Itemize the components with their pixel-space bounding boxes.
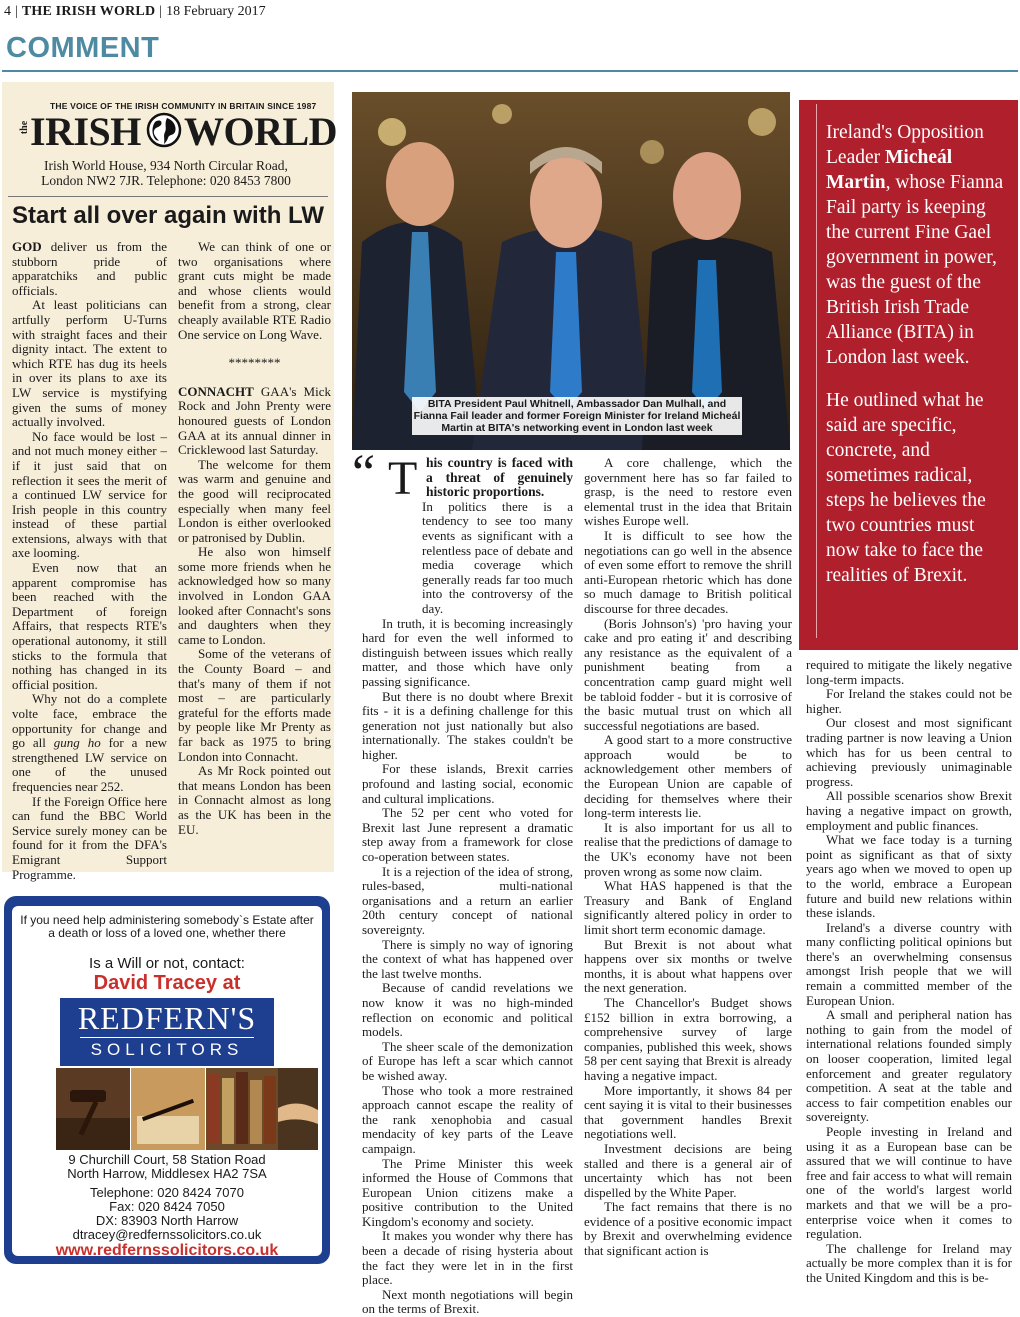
issue-date: 18 February 2017 (166, 4, 266, 19)
gavel-photo (56, 1068, 130, 1150)
drop-cap: T (388, 452, 418, 505)
handshake-photo (278, 1068, 318, 1150)
paragraph: Investment decisions are being stalled and there is a general air of uncertainty which has not been dispelled by the White Paper. (584, 1140, 792, 1200)
advert-intro: If you need help administering somebody`s Estate after a death or loss of a loved one, whether there (20, 913, 314, 940)
paragraph: A good start to a more constructive approach would be to acknowledgement other members of the European Union are capable of deciding for themselves where their long-term interests lie. (584, 732, 792, 821)
paragraph: Because of candid revelations we now know it was no high-minded reflection on economic and political models. (362, 980, 573, 1040)
paragraph: Those who took a more restrained approach cannot escape the reality of the rank xenophobia and casual mendacity of key parts of the Leave campaign. (362, 1082, 573, 1156)
advert-fax: Fax: 020 8424 7050 (109, 1199, 225, 1214)
masthead-logo (18, 108, 338, 154)
paragraph: For these islands, Brexit carries profound and lasting social, economic and cultural implications. (362, 761, 573, 806)
paragraph: CONNACHT GAA's Mick Rock and John Prenty were honoured guests of London GAA at its annual dinner in Cricklewood last Saturday. (178, 383, 331, 458)
paragraph: What we face today is a turning point as significant as that of sixty years ago when we moved to open up to the world, embrace a European future and build new relations within these islands. (806, 832, 1012, 921)
advert-contact (16, 1186, 318, 1242)
pullout-paragraph-1: Ireland's Opposition Leader Micheál Martin, whose Fianna Fail party is keeping the current Fine Gael government in power, was the guest of the British Irish Trade Alliance (BITA) in London last week. (826, 122, 1004, 368)
paragraph: The 52 per cent who voted for Brexit last June represent a dramatic step away from a framework for close co-operation between states. (362, 805, 573, 865)
pen-photo (131, 1068, 205, 1150)
paragraph: The sheer scale of the demonization of Europe has left a scar which cannot be wished away. (362, 1038, 573, 1083)
paragraph: The welcome for them was warm and genuine and the good will reciprocated especially when many feel London is either overlooked or patronised by Dublin. (178, 456, 331, 545)
pullout-paragraph-2: He outlined what he said are specific, concrete, and sometimes radical, steps he believes the two countries must now take to face the realities of Brexit. (826, 390, 986, 586)
paragraph: He also won himself some more friends when he acknowledged how so many involved in London GAA looked after Connacht's sons and daughters when they came to London. (178, 544, 331, 647)
editorial-address: Irish World House, 934 North Circular Road, London NW2 7JR. Telephone: 020 8453 7800 (41, 158, 291, 188)
paragraph: Ireland's a diverse country with many conflicting political opinions but there's an overwhelming consensus amongst Irish people that we will remain a committed member of the European Union. (806, 919, 1012, 1008)
paragraph: The challenge for Ireland may actually be more complex than it is for the United Kingdom and this is be- (806, 1240, 1012, 1285)
paragraph: More importantly, it shows 84 per cent saying it is vital to their businesses that government handles Brexit negotiations well. (584, 1082, 792, 1142)
paragraph: Even now that an apparent compromise has been reached with the Department of foreign Affairs, that respects RTE's operational autonomy, it still sticks to the formula that nothing has changed in its official position. (12, 560, 167, 692)
quote-mark-icon: “ (352, 445, 376, 502)
article-column-1 (362, 452, 573, 1317)
paragraph: It is also important for us all to realise that the predictions of damage to the UK's economy have not been proven wrong as some now claim. (584, 819, 792, 879)
advert-ask: Is a Will or not, contact: (89, 955, 245, 972)
editorial-headline: Start all over again with LW (11, 202, 325, 229)
advert-email[interactable]: dtracey@redfernssolicitors.co.uk (72, 1227, 262, 1242)
paragraph: But there is no doubt where Brexit fits - it is a defining challenge for this generation not just nationally but also internationally. The stakes couldn't be higher. (362, 688, 573, 762)
paragraph: A core challenge, which the government here has so far failed to grasp, is the need to restore even elemental trust in the idea that Britain wishes Europe well. (584, 455, 792, 529)
page-header: 4 | THE IRISH WORLD | 18 February 2017 (4, 4, 266, 19)
paper-name: THE IRISH WORLD (21, 4, 156, 19)
section-title: COMMENT (6, 32, 160, 64)
masthead-left: IRISH (30, 109, 141, 154)
paragraph: GOD deliver us from the stubborn pride of apparatchiks and public officials. (12, 239, 167, 298)
masthead-small: the (19, 120, 31, 135)
advert-address: 9 Churchill Court, 58 Station Road North Harrow, Middlesex HA2 7SA (67, 1152, 267, 1181)
paragraph: The Prime Minister this week informed the House of Commons that European Union citizens make a positive contribution to the United Kingdom's economy and society. (362, 1155, 573, 1229)
paragraph: What HAS happened is that the Treasury and Bank of England significantly altered policy in order to limit short term economic damage. (584, 878, 792, 937)
pullout-rule (816, 104, 817, 638)
article-column-2 (584, 456, 792, 1259)
paragraph: For Ireland the stakes could not be higher. (806, 686, 1012, 716)
editorial-column-2 (178, 240, 331, 837)
separator: ******** (228, 355, 281, 371)
masthead-right: WORLD (184, 109, 338, 154)
section-rule (2, 70, 1018, 72)
paragraph: If the Foreign Office here can fund the BBC World Service surely money can be found for it from the DFA's Emigrant Support Programme. (12, 793, 167, 882)
paragraph: In politics there is a tendency to see too many events as significant with a relentless pace of debate and media coverage which generally reads far too much into the controversy of the day. (422, 498, 573, 616)
paragraph: We can think of one or two organisations where grant cuts might be made and whose clients would benefit from a strong, clear cheaply available RTE Radio One service on Long Wave. (178, 239, 331, 342)
paragraph: A small and peripheral nation has nothing to gain from the model of international relations founded simply on looser cooperation, limited legal enforcement and greater regulatory competition. A seat at the table and access to fair competition enables our sovereignty. (806, 1007, 1012, 1125)
paragraph: At least politicians can artfully perform U-Turns with straight faces and their dignity intact. The extent to which RTE has dug its heels in over its plans to axe its LW service is mystifying given the sums of money actually involved. (12, 297, 167, 430)
pullout-text (826, 120, 1011, 606)
paragraph: As Mr Rock pointed out that means London has been in Connacht almost as long as the UK has been in the EU. (178, 763, 331, 837)
editorial-rule (8, 196, 328, 197)
paragraph: There is simply no way of ignoring the context of what has happened over the last twelve months. (362, 936, 573, 981)
photo-caption: BITA President Paul Whitnell, Ambassador Dan Mulhall, and Fianna Fail leader and former Foreign Minister for Ireland Micheál Martin at BITA's networking event in London last week (413, 398, 741, 434)
paragraph: Some of the veterans of the County Board – and that's many of them if not most – are particularly grateful for the efforts made by people like Mr Prenty as far back as 1975 to bring London into Connacht. (178, 646, 331, 764)
article-lead: his country is faced with a threat of genuinely historic proportions. (426, 455, 573, 500)
paragraph: Our closest and most significant trading partner is now leaving a Union which has for us been central to achieving previously unimaginable progress. (806, 715, 1012, 789)
globe-icon (146, 112, 182, 148)
paragraph: All possible scenarios show Brexit having a negative impact on growth, employment and public finances. (806, 788, 1012, 833)
paragraph: People investing in Ireland and using it as a European base can be assured that we will continue to have free and fair access to what will remain one of the world's largest world markets and that we will be a pro-enterprise voice when it comes to regulation. (806, 1124, 1012, 1242)
advert-dx: DX: 83903 North Harrow (95, 1213, 239, 1228)
advert-website-link[interactable]: www.redfernssolicitors.co.uk (55, 1242, 279, 1259)
paragraph: It is difficult to see how the negotiations can go well in the absence of even some effort to remove the shrill anti-European rhetoric which has done so much damage to British political discourse for three decades. (584, 527, 792, 616)
editorial-column-1 (12, 240, 167, 882)
firm-name: REDFERN'S (77, 1000, 257, 1036)
paragraph: Next month negotiations will begin on the terms of Brexit. (362, 1286, 573, 1317)
paragraph: The Chancellor's Budget shows £152 billion in extra borrowing, a comprehensive survey of large companies, published this week, shows 58 per cent saying that Brexit is already having a negative impact. (584, 994, 792, 1083)
paragraph: It is a rejection of the idea of strong, rules-based, multi-national organisations and a return an earlier 20th century concept of national sovereignty. (362, 863, 573, 937)
paragraph: No face would be lost – and not much money either – if it just said that on reflection it sees the merit of a continued LW service for Irish people in this country instead of these partial extensions, always with that axe looming. (12, 428, 167, 561)
firm-subtitle: SOLICITORS (90, 1040, 244, 1059)
paragraph: It makes you wonder why there has been a decade of rising hysteria about the fact they were let in in the first place. (362, 1228, 573, 1288)
page-number: 4 (4, 4, 11, 19)
paragraph: In truth, it is becoming increasingly hard for even the well informed to distinguish between issues which really matter, and those which have only passing significance. (362, 615, 573, 689)
advert-telephone: Telephone: 020 8424 7070 (90, 1185, 244, 1200)
paragraph: (Boris Johnson's) 'pro having your cake and pro eating it' and describing any resistance as the equivalent of a punishment beating from a concentration camp guard might well be tabloid fodder - but it is corrosive of the basic mutual trust on which all successful negotiations are based. (584, 615, 792, 733)
advert-contact-name: David Tracey at (93, 972, 241, 994)
paragraph: Why not do a complete volte face, embrace the opportunity for change and go all gung ho for a new strengthened LW service on one of the unused frequencies near 252. (12, 691, 167, 794)
paragraph: But Brexit is not about what happens over six months or twelve months, it is about what happens over the next generation. (584, 936, 792, 996)
article-column-3 (806, 658, 1012, 1286)
paragraph: The fact remains that there is no evidence of a positive economic impact by Brexit and overwhelming evidence that significant action is (584, 1199, 792, 1259)
paragraph: required to mitigate the likely negative long-term impacts. (806, 657, 1012, 687)
books-photo (206, 1068, 280, 1150)
firm-rule (80, 1037, 254, 1038)
masthead-tagline: THE VOICE OF THE IRISH COMMUNITY IN BRITAIN SINCE 1987 (50, 101, 317, 111)
